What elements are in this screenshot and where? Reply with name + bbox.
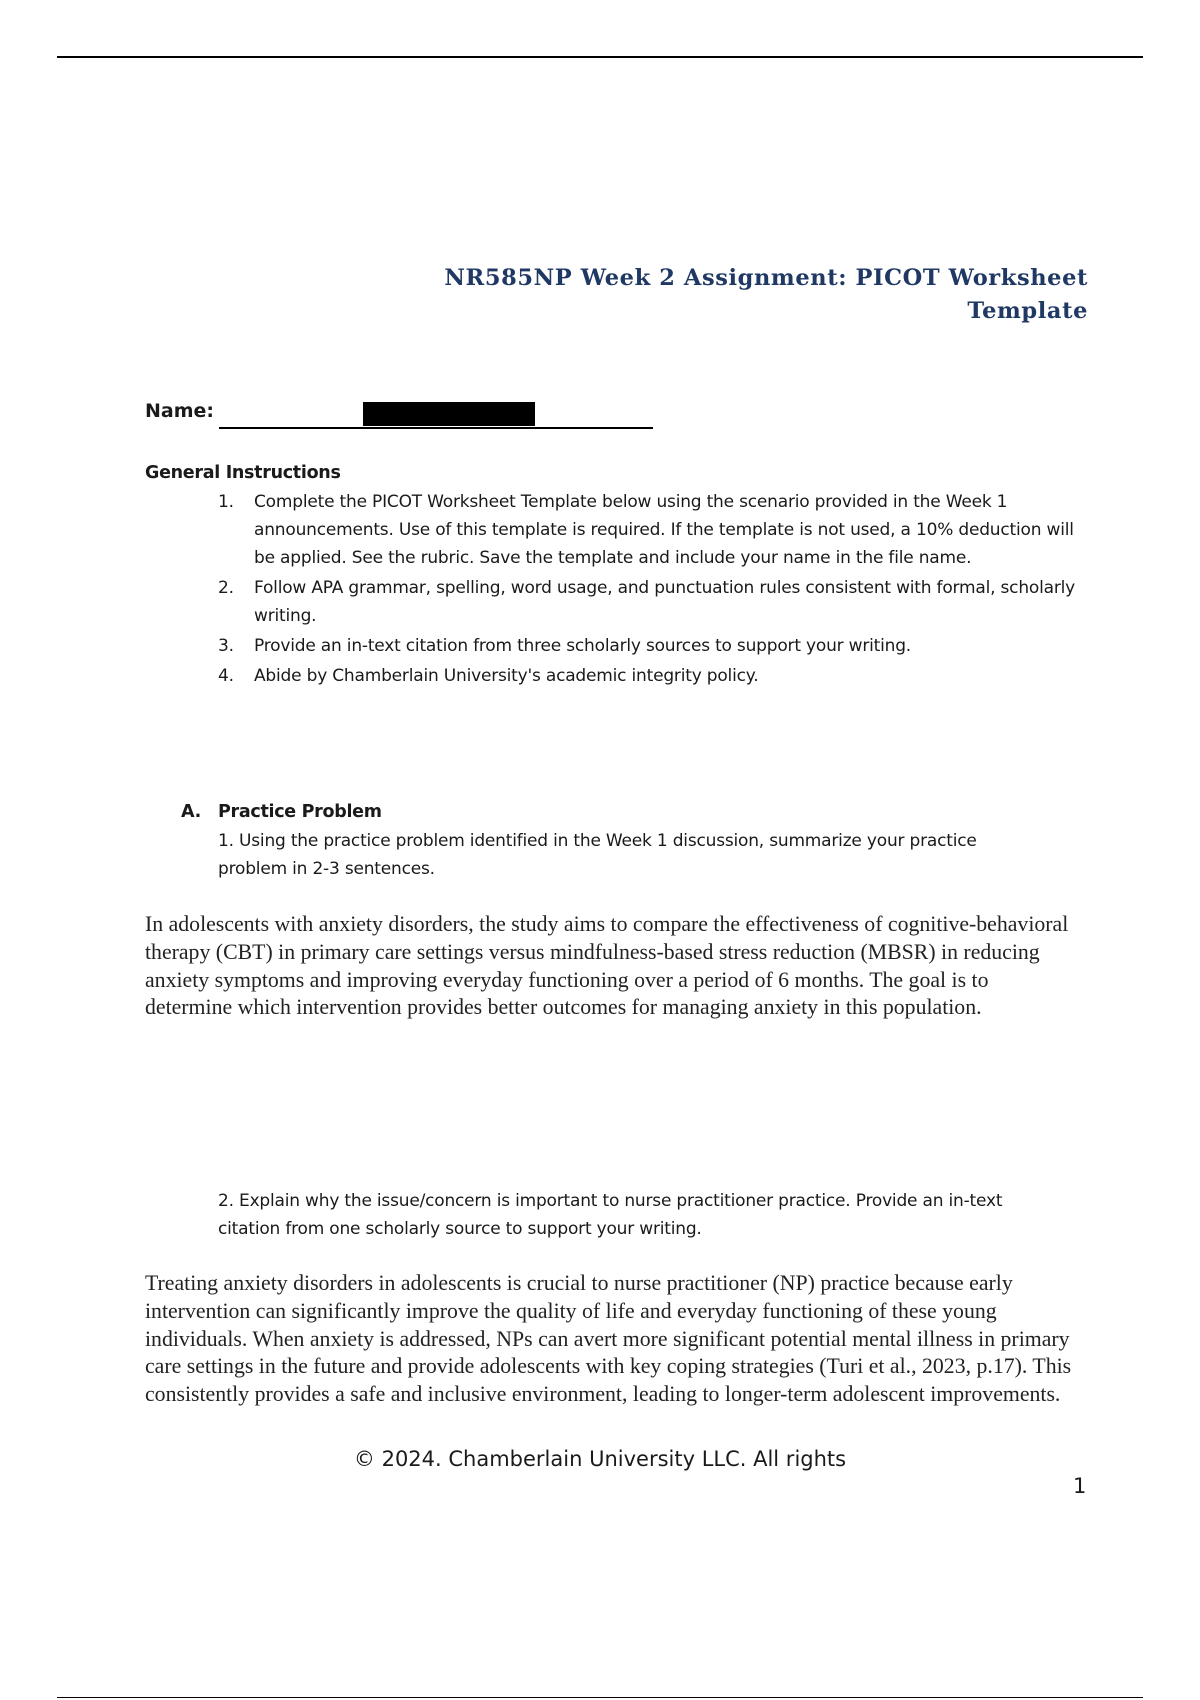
general-instructions-heading: General Instructions [145,463,341,483]
redacted-name-box [363,402,535,426]
list-item-number: 4. [218,666,234,686]
page-number: 1 [1073,1474,1087,1498]
list-item [218,574,1078,630]
question-2: 2. Explain why the issue/concern is important to nurse practitioner practice. Provide an in-text citation from one scholarly source to support your writing. [218,1191,1003,1239]
name-label: Name: [145,400,215,422]
section-a-heading [181,802,382,822]
answer-2-paragraph: Treating anxiety disorders in adolescents is crucial to nurse practitioner (NP) practice because early intervention can significantly improve the quality of life and everyday functioning of these young individuals. When anxiety is addressed, NPs can avert more significant potential mental illness in primary care settings in the future and provide adolescents with key coping strategies (Turi et al., 2023, p.17). This consistently provides a safe and inclusive environment, leading to longer-term adolescent improvements. [145,1271,1072,1407]
list-item [218,632,1078,660]
list-item-number: 2. [218,578,234,598]
copyright-footer: © 2024. Chamberlain University LLC. All rights [353,1447,847,1471]
bottom-rule [57,1697,1143,1698]
question-1: 1. Using the practice problem identified in the Week 1 discussion, summarize your practice problem in 2-3 sentences. [218,831,977,879]
section-letter: A. [181,802,201,822]
list-item [218,488,1078,572]
answer-1-paragraph: In adolescents with anxiety disorders, the study aims to compare the effectiveness of cognitive-behavioral therapy (CBT) in primary care settings versus mindfulness-based stress reduction (MBSR) in reducing anxiety symptoms and improving everyday functioning over a period of 6 months. The goal is to determine which intervention provides better outcomes for managing anxiety in this population. [145,912,1069,1020]
list-item-text: Provide an in-text citation from three scholarly sources to support your writing. [254,636,912,656]
name-underline [219,427,653,429]
section-title: Practice Problem [218,802,382,822]
list-item-number: 1. [218,492,234,512]
list-item-text: Abide by Chamberlain University's academic integrity policy. [254,666,759,686]
title-line-2: Template [967,298,1088,324]
list-item-text: Complete the PICOT Worksheet Template below using the scenario provided in the Week 1 announcements. Use of this template is required. If the template is not used, a 10% deduction will be applied. See the rubric. Save the template and include your name in the file name. [254,492,1074,568]
general-instructions-list [218,488,1078,692]
list-item-number: 3. [218,636,234,656]
list-item-text: Follow APA grammar, spelling, word usage, and punctuation rules consistent with formal, scholarly writing. [254,578,1076,626]
top-rule [57,56,1143,58]
document-title [444,262,1088,328]
list-item [218,662,1078,690]
title-line-1: NR585NP Week 2 Assignment: PICOT Worksheet [444,265,1088,291]
